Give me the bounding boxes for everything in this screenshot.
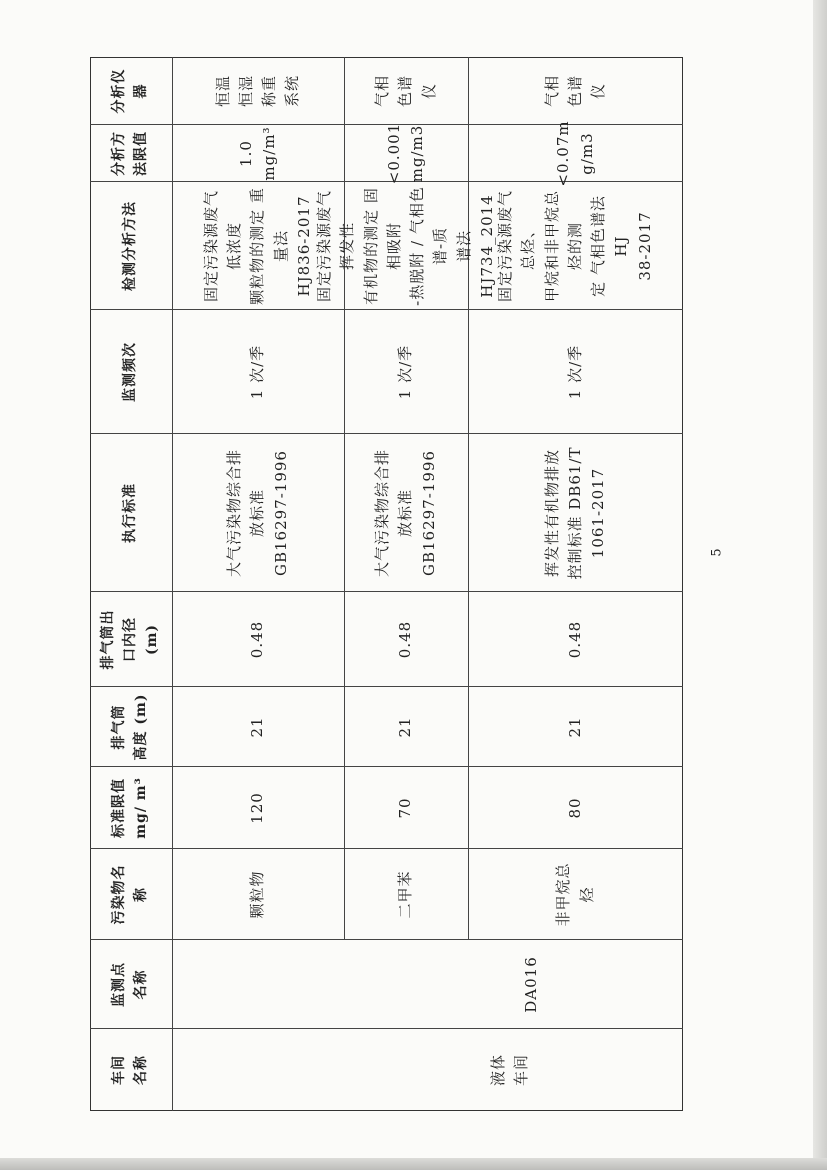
row1-stack-height: 21 xyxy=(248,716,267,738)
rotated-table-area xyxy=(90,57,683,1111)
row1-stack-diameter: 0.48 xyxy=(248,620,267,659)
row2-standard: 大气污染物综合排 放标准 GB16297-1996 xyxy=(373,449,438,578)
row3-standard: 挥发性有机物排放 控制标准 DB61/T 1061-2017 xyxy=(542,446,608,580)
row1-method: 固定污染源废气 低浓度 颗粒物的测定 重量法 HJ836-2017 xyxy=(201,187,313,305)
row3-frequency: 1 次/季 xyxy=(565,344,584,400)
row2-detection-limit: <0.001 mg/m3 xyxy=(384,122,426,185)
page-number: 5 xyxy=(709,548,725,557)
row1-limit: 120 xyxy=(248,792,267,824)
point-name: DA016 xyxy=(521,956,540,1013)
storage-column xyxy=(90,57,683,126)
workshop-name: 液体 车间 xyxy=(488,1054,530,1087)
row2-instrument: 气相 色谱 仪 xyxy=(373,75,438,108)
row1-instrument: 恒温 恒湿 称重 系统 xyxy=(213,75,302,108)
row1-standard: 大气污染物综合排 放标准 GB16297-1996 xyxy=(225,449,290,578)
header-workshop: 车间 名称 xyxy=(111,1055,149,1085)
header-limit: 标准限值 mg/ m³ xyxy=(111,777,149,839)
row2-limit: 70 xyxy=(396,797,415,819)
row3-stack-height: 21 xyxy=(565,716,584,738)
header-detection-limit: 分析方 法限值 xyxy=(111,131,149,176)
header-method: 检测分析方法 xyxy=(122,201,139,291)
row3-detection-limit: <0.07m g/m3 xyxy=(554,120,596,187)
row3-pollutant: 非甲烷总 烃 xyxy=(554,862,596,927)
header-standard: 执行标准 xyxy=(122,483,139,543)
row2-pollutant: 二甲苯 xyxy=(396,870,415,919)
monitoring-table xyxy=(90,57,683,1111)
row2-stack-diameter: 0.48 xyxy=(396,620,415,659)
row3-instrument: 气相 色谱 仪 xyxy=(542,75,608,108)
row2-method: 固定污染源废气挥发性 有机物的测定 固相吸附 -热脱附 / 气相色谱-质 谱法 HJ734_2014 xyxy=(315,186,496,306)
row2-stack-height: 21 xyxy=(396,716,415,738)
row3-stack-diameter: 0.48 xyxy=(565,620,584,659)
row1-pollutant: 颗粒物 xyxy=(248,870,267,919)
header-frequency: 监测频次 xyxy=(122,342,139,402)
row3-limit: 80 xyxy=(565,797,584,819)
row3-method: 固定污染源废气 总烃、 甲烷和非甲烷总烃的测 定 气相色谱法 HJ 38-2017 xyxy=(496,190,654,303)
row2-frequency: 1 次/季 xyxy=(396,344,415,400)
header-instrument: 分析仪 器 xyxy=(111,68,149,114)
header-stack-height: 排气筒 高度 (m) xyxy=(111,693,149,761)
row1-frequency: 1 次/季 xyxy=(248,344,267,400)
header-point: 监测点 名称 xyxy=(111,962,149,1007)
scan-edge-right xyxy=(813,0,827,1170)
scan-edge-bottom xyxy=(0,1158,827,1170)
header-stack-diameter: 排气筒出 口内径 (m) xyxy=(100,609,160,670)
header-pollutant: 污染物名 称 xyxy=(111,864,149,925)
row1-detection-limit: 1.0 mg/m³ xyxy=(236,126,278,181)
